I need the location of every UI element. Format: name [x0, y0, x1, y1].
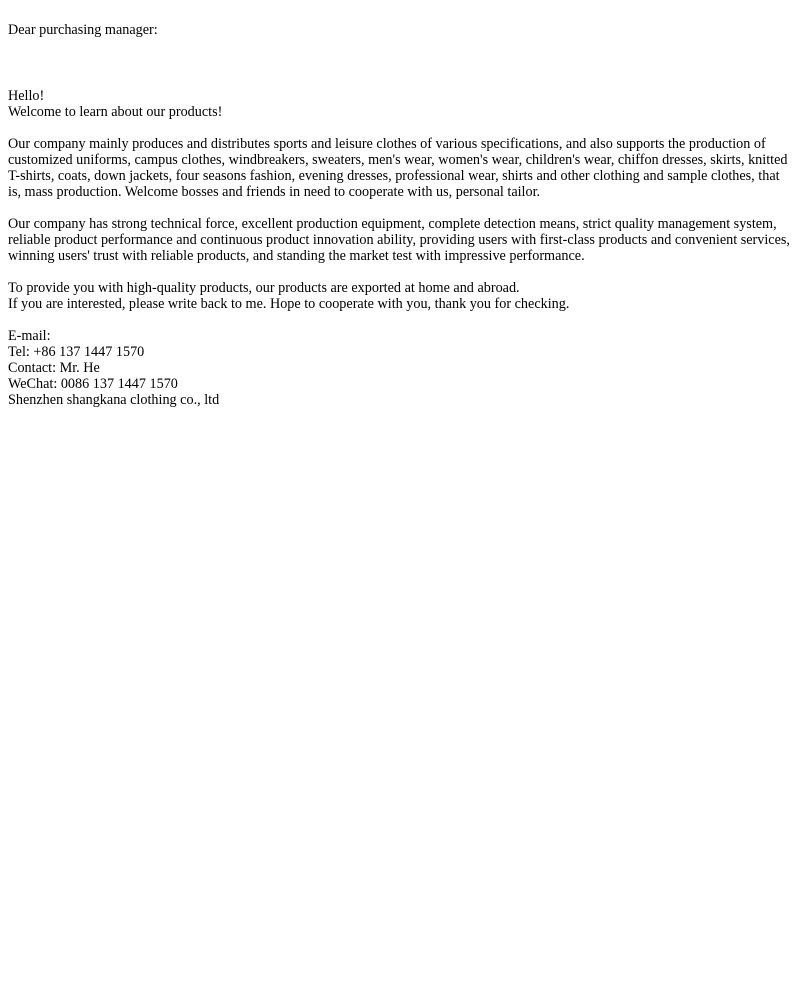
- phone-line: Tel: +86 137 1447 1570: [8, 344, 145, 360]
- wechat-line: WeChat: 0086 137 1447 1570: [8, 376, 178, 392]
- company-products-paragraph: Our company mainly produces and distributes sports and leisure clothes of various specifications, and also supports the production of customized uniforms, campus clothes, windbreakers, sweaters, men's wear, women's wear, children's wear, chiffon dresses, skirts, knitted T-shirts, coats, down jackets, four seasons fashion, evening dresses, professional wear, shirts and other clothing and sample clothes, that is, mass production. Welcome bosses and friends in need to cooperate with us, personal tailor.: [8, 136, 788, 200]
- hello-line: Hello!: [8, 88, 45, 104]
- contact-person-line: Contact: Mr. He: [8, 360, 100, 376]
- email-label: E-mail:: [8, 328, 51, 344]
- company-name-line: Shenzhen shangkana clothing co., ltd: [8, 392, 220, 408]
- interest-line: If you are interested, please write back to me. Hope to cooperate with you, thank you for checking.: [8, 296, 570, 312]
- export-line: To provide you with high-quality products, our products are exported at home and abroad.: [8, 280, 520, 296]
- company-strength-paragraph: Our company has strong technical force, excellent production equipment, complete detection means, strict quality management system, reliable product performance and continuous product innovation ability, providing users with first-class products and convenient services, winning users' trust with reliable products, and standing the market test with impressive performance.: [8, 216, 790, 264]
- greeting: Dear purchasing manager:: [8, 22, 158, 38]
- welcome-line: Welcome to learn about our products!: [8, 104, 223, 120]
